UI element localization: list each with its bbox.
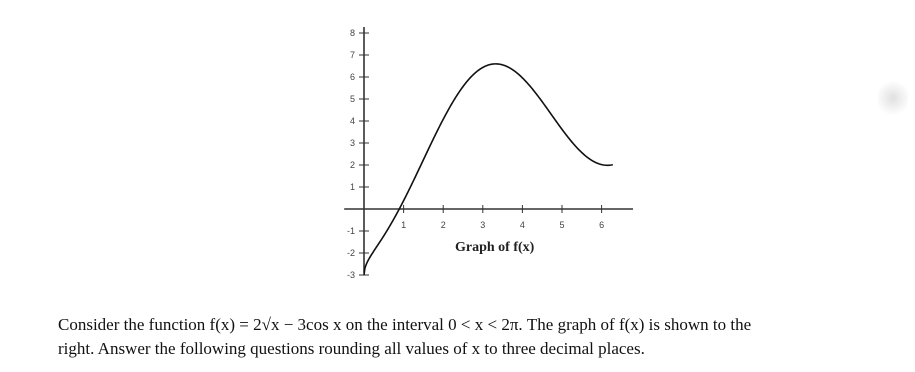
- y-tick-label: 1: [349, 182, 355, 192]
- y-tick-label: 8: [349, 28, 355, 38]
- x-tick-label: 4: [519, 220, 525, 230]
- problem-statement: [58, 313, 908, 361]
- y-tick-label: -3: [346, 270, 355, 280]
- y-tick-label: 2: [349, 160, 355, 170]
- problem-line-1: Consider the function f(x) = 2√x − 3cos x on the interval 0 < x < 2π. The graph of f(x) is shown to the: [58, 315, 752, 334]
- x-tick-label: 6: [599, 220, 605, 230]
- x-tick-label: 1: [401, 220, 407, 230]
- y-tick-label: -2: [346, 248, 355, 258]
- y-tick-label: 6: [349, 72, 355, 82]
- y-tick-label: 7: [349, 50, 355, 60]
- graph-caption: Graph of f(x): [455, 240, 535, 255]
- x-tick-label: 5: [559, 220, 565, 230]
- x-tick-label: 3: [480, 220, 486, 230]
- x-tick-label: 2: [440, 220, 446, 230]
- y-tick-label: -1: [346, 226, 355, 236]
- y-tick-label: 5: [349, 94, 355, 104]
- y-tick-label: 3: [349, 138, 355, 148]
- problem-line-2: right. Answer the following questions rounding all values of x to three decimal places.: [58, 339, 645, 358]
- scan-speck: [878, 78, 908, 118]
- y-tick-label: 4: [349, 116, 355, 126]
